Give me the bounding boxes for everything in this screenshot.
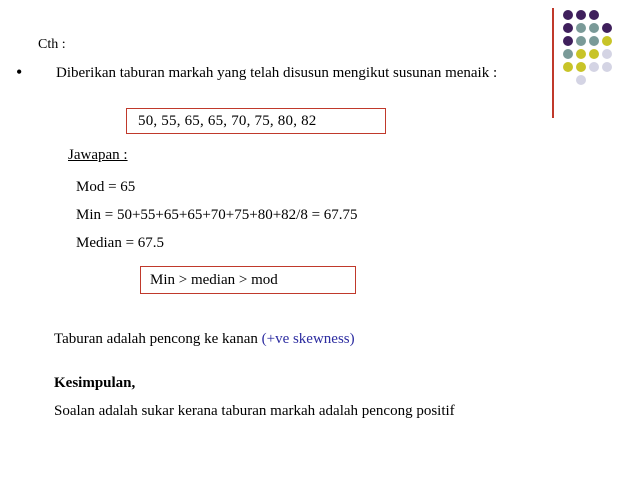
skew-statement: [54, 330, 355, 348]
skew-highlight: (+ve skewness): [261, 331, 355, 347]
data-values: 50, 55, 65, 65, 70, 75, 80, 82: [138, 113, 317, 129]
decorative-dot: [576, 23, 586, 33]
decorative-dot: [563, 36, 573, 46]
decorative-dot: [576, 75, 586, 85]
skew-text: Taburan adalah pencong ke kanan: [54, 331, 262, 347]
decorative-dot: [602, 23, 612, 33]
decorative-divider: [552, 8, 554, 118]
answer-heading: Jawapan :: [68, 147, 128, 163]
intro-text: Diberikan taburan markah yang telah disusun mengikut susunan menaik :: [56, 65, 498, 81]
decorative-dot: [563, 49, 573, 59]
example-label: Cth :: [38, 37, 66, 52]
decorative-dot: [589, 10, 599, 20]
bullet-icon: •: [16, 62, 23, 82]
median-line: Median = 67.5: [76, 235, 165, 251]
conclusion-heading: Kesimpulan,: [54, 375, 136, 391]
decorative-dot: [563, 23, 573, 33]
decorative-dot: [563, 10, 573, 20]
decorative-dot: [576, 49, 586, 59]
decorative-dot: [576, 10, 586, 20]
conclusion-text: Soalan adalah sukar kerana taburan markah adalah pencong positif: [54, 403, 455, 419]
mode-line: Mod = 65: [76, 179, 136, 195]
comparison-text: Min > median > mod: [150, 272, 278, 288]
decorative-dot: [602, 49, 612, 59]
decorative-dot: [576, 62, 586, 72]
decorative-dot: [589, 62, 599, 72]
mean-line: Min = 50+55+65+65+70+75+80+82/8 = 67.75: [76, 207, 358, 223]
decorative-dot: [602, 62, 612, 72]
decorative-dot: [576, 36, 586, 46]
decorative-dot: [589, 23, 599, 33]
decorative-dot: [589, 36, 599, 46]
decorative-dot: [602, 36, 612, 46]
decorative-dot: [563, 62, 573, 72]
decorative-dot: [589, 49, 599, 59]
